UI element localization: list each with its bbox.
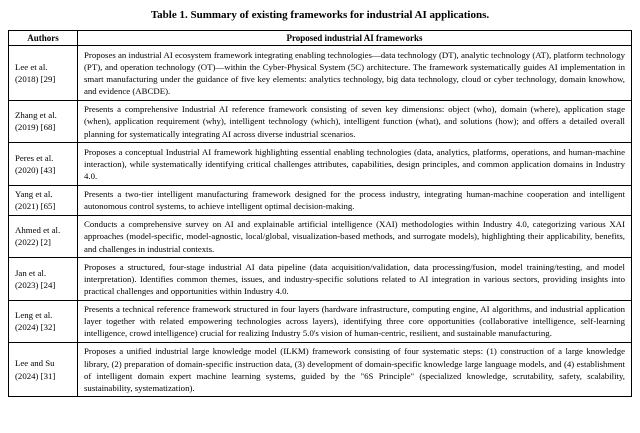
table-row (9, 100, 632, 142)
framework-description: Proposes an industrial AI ecosystem framework integrating enabling technologies—data technology (DT), analytic technology (AT), platform technology (PT), and operation technology (OT)—within the Cyber-Physical System (5C) architecture. The framework systematically guides AI implementation in smart manufacturing under the guidance of five key elements: analytics technology, big data technology, cloud or cyber technology, domain knowhow, and evidence (ABCDE). (78, 46, 632, 101)
frameworks-table (8, 30, 632, 397)
framework-description: Conducts a comprehensive survey on AI and explainable artificial intelligence (XAI) methodologies within Industry 4.0, categorizing various XAI approaches (model-specific, model-agnostic, local/global, visualization-based methods, and surrogate models), highlighting their applicability, benefits, and challenges in industrial contexts. (78, 215, 632, 257)
table-header-row (9, 31, 632, 46)
table-row (9, 46, 632, 101)
framework-description: Proposes a conceptual Industrial AI framework highlighting essential enabling technologies (data, analytics, platforms, operations, and human-machine interaction), while systematically identifying critical challenges attributes, capabilities, design principles, and common application domains in Industry 4.0. (78, 143, 632, 185)
author-ref: (2023) [24] (15, 279, 56, 290)
author-ref: (2022) [2] (15, 237, 51, 248)
authors-column-header: Authors (9, 31, 78, 46)
table-title: Table 1. Summary of existing frameworks for industrial AI applications. (150, 9, 490, 21)
author-ref: (2020) [43] (15, 164, 56, 175)
author-ref: (2024) [32] (15, 322, 56, 333)
author-name: Zhang et al. (15, 110, 57, 121)
table-row (9, 342, 632, 397)
table-row (9, 300, 632, 342)
framework-description: Presents a two-tier intelligent manufacturing framework designed for the process industry, integrating human-machine cooperation and intelligent autonomous control systems, to achieve intelligent optimal decision-making. (78, 185, 632, 215)
author-name: Jan et al. (15, 267, 47, 278)
table-row (9, 143, 632, 185)
author-ref: (2019) [68] (15, 122, 56, 133)
author-ref: (2018) [29] (15, 74, 56, 85)
author-cell (9, 143, 78, 185)
author-cell (9, 185, 78, 215)
author-name: Peres et al. (15, 152, 54, 163)
framework-description: Proposes a unified industrial large knowledge model (ILKM) framework consisting of four systematic steps: (1) construction of a large knowledge library, (2) preparation of domain-specific instruction data, (3) development of domain-specific knowledge large language models, and (4) establishment of intelligent domain expert machine learning systems, guided by the "6S Principle" (specialized knowledge, scrutability, safety, scalability, sustainability, systematization). (78, 342, 632, 397)
author-cell (9, 46, 78, 101)
framework-description: Presents a technical reference framework structured in four layers (hardware infrastructure, computing engine, AI algorithms, and industrial application layer together with related empowering technologies across layers), identifying three core opportunities (collaborative intelligence, self-learning intelligence, crowd intelligence) crucial for realizing Industry 5.0's vision of human-centric, resilient, and sustainable manufacturing. (78, 300, 632, 342)
table-row (9, 215, 632, 257)
author-ref: (2024) [31] (15, 370, 56, 381)
author-cell (9, 342, 78, 397)
table-row (9, 185, 632, 215)
author-cell (9, 258, 78, 300)
author-name: Lee and Su (15, 358, 55, 369)
framework-description: Presents a comprehensive Industrial AI reference framework consisting of seven key dimensions: object (who), domain (where), application stage (when), application requirement (why), intelligent technology (which), intelligent function (what), and solutions (how); and offers a detailed overall planning for systematically integrating AI across diverse industrial scenarios. (78, 100, 632, 142)
author-ref: (2021) [65] (15, 201, 56, 212)
table-row (9, 258, 632, 300)
author-cell (9, 215, 78, 257)
author-name: Ahmed et al. (15, 225, 61, 236)
framework-description: Proposes a structured, four-stage industrial AI data pipeline (data acquisition/validation, data processing/fusion, model training/testing, and model interpretation). Identifies common themes, issues, and industry-specific solutions related to AI integration in various sectors, providing insights into practical challenges and opportunities within Industry 4.0. (78, 258, 632, 300)
frameworks-column-header: Proposed industrial AI frameworks (78, 31, 632, 46)
author-cell (9, 100, 78, 142)
author-cell (9, 300, 78, 342)
author-name: Lee et al. (15, 61, 48, 72)
author-name: Leng et al. (15, 309, 53, 320)
author-name: Yang et al. (15, 188, 53, 199)
